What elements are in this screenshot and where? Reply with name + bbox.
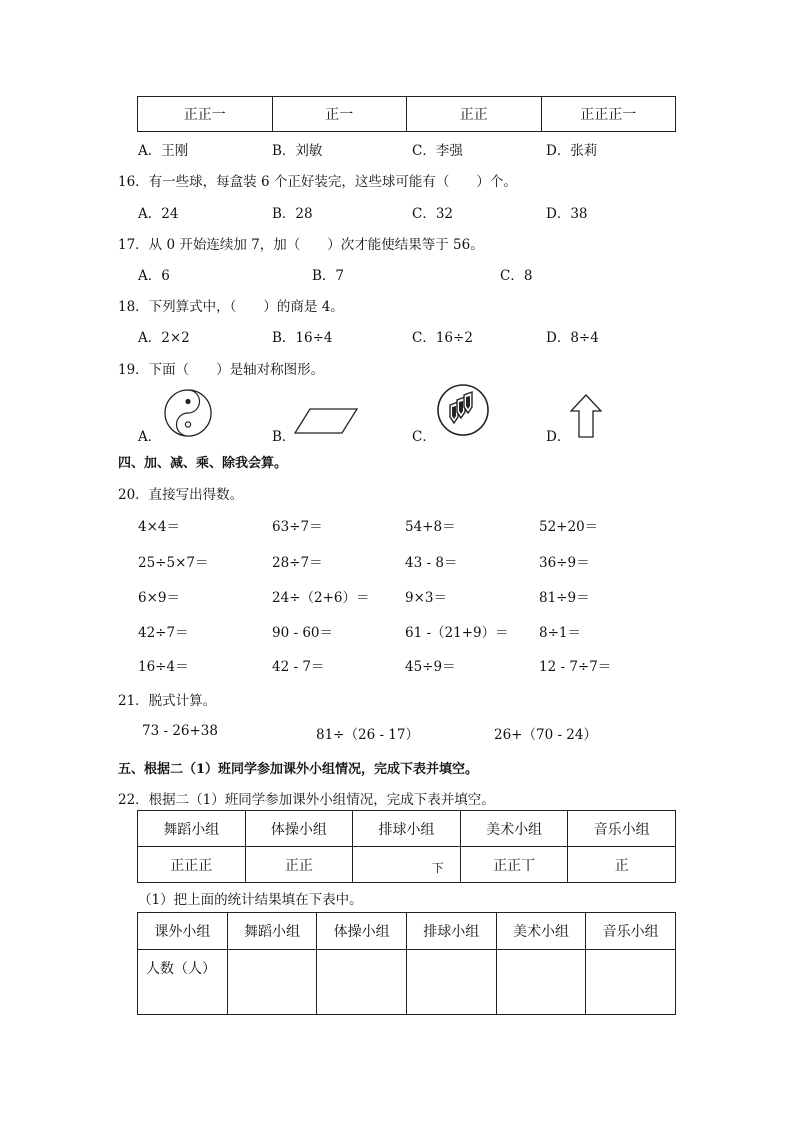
taiji-icon — [163, 388, 213, 438]
q22-answer-table — [137, 912, 676, 1015]
calc-item: 4×4＝ — [138, 519, 180, 535]
question-19: 19．下面（ ）是轴对称图形。 — [118, 362, 325, 378]
calc-item: 28÷7＝ — [272, 555, 323, 571]
option-a[interactable]: A．24 — [138, 206, 179, 222]
option-c[interactable]: C．16÷2 — [412, 330, 473, 346]
option-a[interactable]: A．6 — [138, 268, 170, 284]
table-header: 舞蹈小组 — [227, 913, 317, 950]
table-header: 美术小组 — [496, 913, 586, 950]
calc-item: 52+20＝ — [539, 519, 599, 535]
group-header: 排球小组 — [353, 811, 461, 847]
answer-cell[interactable] — [586, 950, 676, 1015]
option-c[interactable]: C．8 — [500, 268, 533, 284]
calc-item: 43 - 8＝ — [405, 555, 458, 571]
answer-cell[interactable] — [227, 950, 317, 1015]
table-header: 课外小组 — [138, 913, 228, 950]
tally-cell: 正一 — [272, 97, 407, 132]
calc-item: 24÷（2+6）＝ — [272, 590, 370, 606]
tally-cell: 正正一 — [138, 97, 273, 132]
answer-cell[interactable] — [317, 950, 407, 1015]
parallelogram-icon — [294, 408, 358, 434]
table-header: 排球小组 — [406, 913, 496, 950]
calc-item: 8÷1＝ — [539, 625, 581, 641]
tally-cell: 正正正 — [138, 847, 246, 883]
answer-cell[interactable] — [406, 950, 496, 1015]
section-4-title: 四、加、减、乘、除我会算。 — [118, 456, 288, 471]
tally-cell: 正正正一 — [541, 97, 676, 132]
calc-item: 16÷4＝ — [138, 659, 189, 675]
option-b[interactable]: B．刘敏 — [272, 143, 323, 159]
option-a[interactable]: A．2×2 — [138, 330, 190, 346]
tally-cell: 正正 — [245, 847, 353, 883]
calc-item: 54+8＝ — [405, 519, 456, 535]
option-b[interactable]: B．28 — [272, 206, 313, 222]
question-21: 21．脱式计算。 — [118, 693, 217, 709]
calc-item: 42÷7＝ — [138, 625, 189, 641]
option-c[interactable]: C．李强 — [412, 143, 463, 159]
tally-cell: 正 — [568, 847, 676, 883]
circle-flags-icon — [435, 383, 491, 437]
up-arrow-icon — [570, 394, 602, 438]
section-5-title: 五、根据二（1）班同学参加课外小组情况，完成下表并填空。 — [118, 762, 479, 777]
question-18: 18．下列算式中，（ ）的商是 4。 — [118, 299, 344, 315]
question-16: 16．有一些球，每盒装 6 个正好装完，这些球可能有（ ）个。 — [118, 174, 517, 190]
option-d[interactable]: D． — [546, 429, 571, 445]
option-d[interactable]: D．8÷4 — [546, 330, 599, 346]
question-20: 20．直接写出得数。 — [118, 487, 244, 503]
table-header: 体操小组 — [317, 913, 407, 950]
option-b[interactable]: B．7 — [312, 268, 345, 284]
calc-item: 81÷9＝ — [539, 590, 590, 606]
group-header: 音乐小组 — [568, 811, 676, 847]
tally-cell: 下 — [353, 847, 461, 883]
option-b[interactable]: B．16÷4 — [272, 330, 333, 346]
calc-expression: 26+（70 - 24） — [494, 727, 597, 743]
answer-cell[interactable] — [496, 950, 586, 1015]
calc-item: 6×9＝ — [138, 590, 180, 606]
option-d[interactable]: D．张莉 — [546, 143, 598, 159]
calc-item: 25÷5×7＝ — [138, 555, 209, 571]
calc-item: 42 - 7＝ — [272, 659, 325, 675]
question-22: 22．根据二（1）班同学参加课外小组情况，完成下表并填空。 — [118, 792, 495, 808]
option-a[interactable]: A．王刚 — [138, 143, 189, 159]
group-header: 美术小组 — [460, 811, 568, 847]
question-17: 17．从 0 开始连续加 7，加（ ）次才能使结果等于 56。 — [118, 237, 484, 253]
calc-item: 63÷7＝ — [272, 519, 323, 535]
calc-expression: 73 - 26+38 — [142, 723, 218, 739]
q15-tally-table — [137, 96, 676, 132]
table-header: 音乐小组 — [586, 913, 676, 950]
calc-expression: 81÷（26 - 17） — [316, 727, 419, 743]
calc-item: 12 - 7÷7＝ — [539, 659, 612, 675]
calc-item: 9×3＝ — [405, 590, 447, 606]
option-b[interactable]: B． — [272, 429, 296, 445]
option-a[interactable]: A． — [138, 429, 162, 445]
sub-question-1: （1）把上面的统计结果填在下表中。 — [138, 892, 363, 908]
tally-cell: 正正 — [407, 97, 542, 132]
group-header: 体操小组 — [245, 811, 353, 847]
q22-tally-table — [137, 810, 676, 883]
option-c[interactable]: C．32 — [412, 206, 454, 222]
calc-item: 36÷9＝ — [539, 555, 590, 571]
calc-item: 61 -（21+9）＝ — [405, 625, 509, 641]
group-header: 舞蹈小组 — [138, 811, 246, 847]
calc-item: 90 - 60＝ — [272, 625, 334, 641]
row-label: 人数（人） — [138, 950, 228, 1015]
tally-cell: 正正丅 — [460, 847, 568, 883]
option-c[interactable]: C． — [412, 429, 436, 445]
calc-item: 45÷9＝ — [405, 659, 456, 675]
option-d[interactable]: D．38 — [546, 206, 588, 222]
